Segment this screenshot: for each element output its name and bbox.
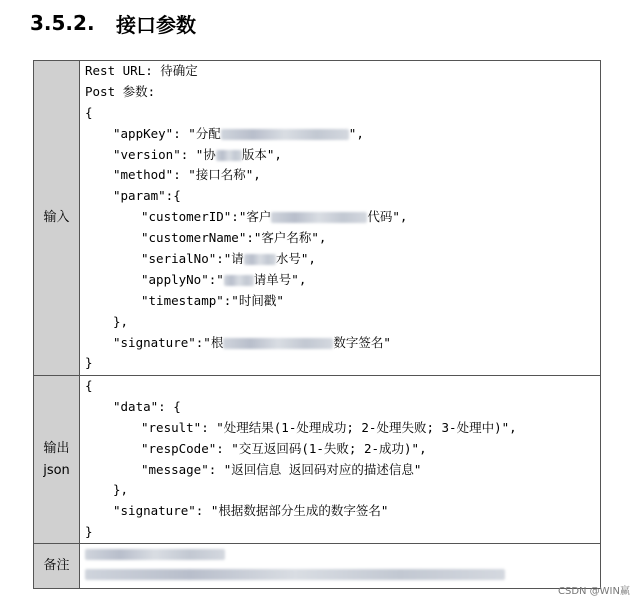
interface-params-table xyxy=(33,60,601,589)
code-line xyxy=(85,397,600,418)
redacted-text xyxy=(85,569,505,580)
output-row xyxy=(34,376,601,544)
code-line xyxy=(85,333,600,354)
note-redacted-line xyxy=(85,544,600,564)
output-label xyxy=(34,376,80,544)
output-label-line2: json xyxy=(43,462,70,478)
note-label: 备注 xyxy=(34,544,80,589)
code-line xyxy=(85,228,600,249)
input-row xyxy=(34,61,601,376)
code-text: } xyxy=(85,524,93,540)
input-code-block xyxy=(85,61,600,374)
note-redacted-line xyxy=(85,564,600,584)
code-line xyxy=(85,460,600,481)
input-label: 输入 xyxy=(34,61,80,376)
watermark: CSDN @WIN赢 xyxy=(557,586,630,597)
code-text: }, xyxy=(113,482,129,498)
redacted-text xyxy=(85,549,225,560)
code-line xyxy=(85,124,600,145)
code-text: 请单号", xyxy=(253,271,307,287)
section-heading xyxy=(30,10,196,36)
code-text: { xyxy=(85,104,93,120)
output-label-line1: 输出 xyxy=(43,440,70,456)
code-text: Post 参数: xyxy=(85,83,156,99)
code-text: "serialNo":"请 xyxy=(141,251,244,267)
redacted-text xyxy=(223,338,333,349)
code-line xyxy=(85,165,600,186)
code-line xyxy=(85,207,600,228)
code-text: "respCode": "交互返回码(1-失败; 2-成功)", xyxy=(141,440,427,456)
code-line xyxy=(85,249,600,270)
code-text: "signature": "根据数据部分生成的数字签名" xyxy=(113,503,389,519)
code-line xyxy=(85,480,600,501)
code-text: 数字签名" xyxy=(333,334,391,350)
code-text: "customerID":"客户 xyxy=(141,209,272,225)
code-text: "customerName":"客户名称", xyxy=(141,230,327,246)
code-text: "message": "返回信息 返回码对应的描述信息" xyxy=(141,461,422,477)
redacted-text xyxy=(216,150,242,161)
code-line xyxy=(85,291,600,312)
code-line xyxy=(85,353,600,374)
code-text: } xyxy=(85,355,93,371)
note-row xyxy=(34,544,601,589)
redacted-text xyxy=(244,254,276,265)
code-text: 版本", xyxy=(241,146,282,162)
code-line xyxy=(85,501,600,522)
code-line xyxy=(85,82,600,103)
section-title: 接口参数 xyxy=(116,12,196,37)
input-content xyxy=(80,61,601,376)
output-code-block xyxy=(85,376,600,543)
note-content xyxy=(80,544,601,589)
code-line xyxy=(85,439,600,460)
redacted-text xyxy=(221,129,349,140)
code-line xyxy=(85,103,600,124)
code-text: "result": "处理结果(1-处理成功; 2-处理失败; 3-处理中)", xyxy=(141,419,517,435)
code-text: "method": "接口名称", xyxy=(113,167,261,183)
output-content xyxy=(80,376,601,544)
code-text: 代码", xyxy=(367,209,408,225)
code-text: "timestamp":"时间戳" xyxy=(141,292,284,308)
redacted-text xyxy=(224,275,254,286)
code-text: "data": { xyxy=(113,398,181,414)
code-line xyxy=(85,522,600,543)
code-text: "signature":"根 xyxy=(113,334,224,350)
redacted-text xyxy=(271,212,367,223)
code-text: "appKey": "分配 xyxy=(113,125,221,141)
code-line xyxy=(85,376,600,397)
code-line xyxy=(85,270,600,291)
code-text: "param":{ xyxy=(113,188,181,204)
code-line xyxy=(85,418,600,439)
code-line xyxy=(85,61,600,82)
code-text: ", xyxy=(348,125,364,141)
code-line xyxy=(85,186,600,207)
code-line xyxy=(85,312,600,333)
code-text: }, xyxy=(113,313,129,329)
code-text: "applyNo":" xyxy=(141,271,224,287)
section-number: 3.5.2. xyxy=(30,11,95,35)
code-text: { xyxy=(85,378,93,393)
code-text: "version": "协 xyxy=(113,146,216,162)
code-text: 水号", xyxy=(275,251,316,267)
code-text: Rest URL: 待确定 xyxy=(85,63,198,78)
code-line xyxy=(85,145,600,166)
